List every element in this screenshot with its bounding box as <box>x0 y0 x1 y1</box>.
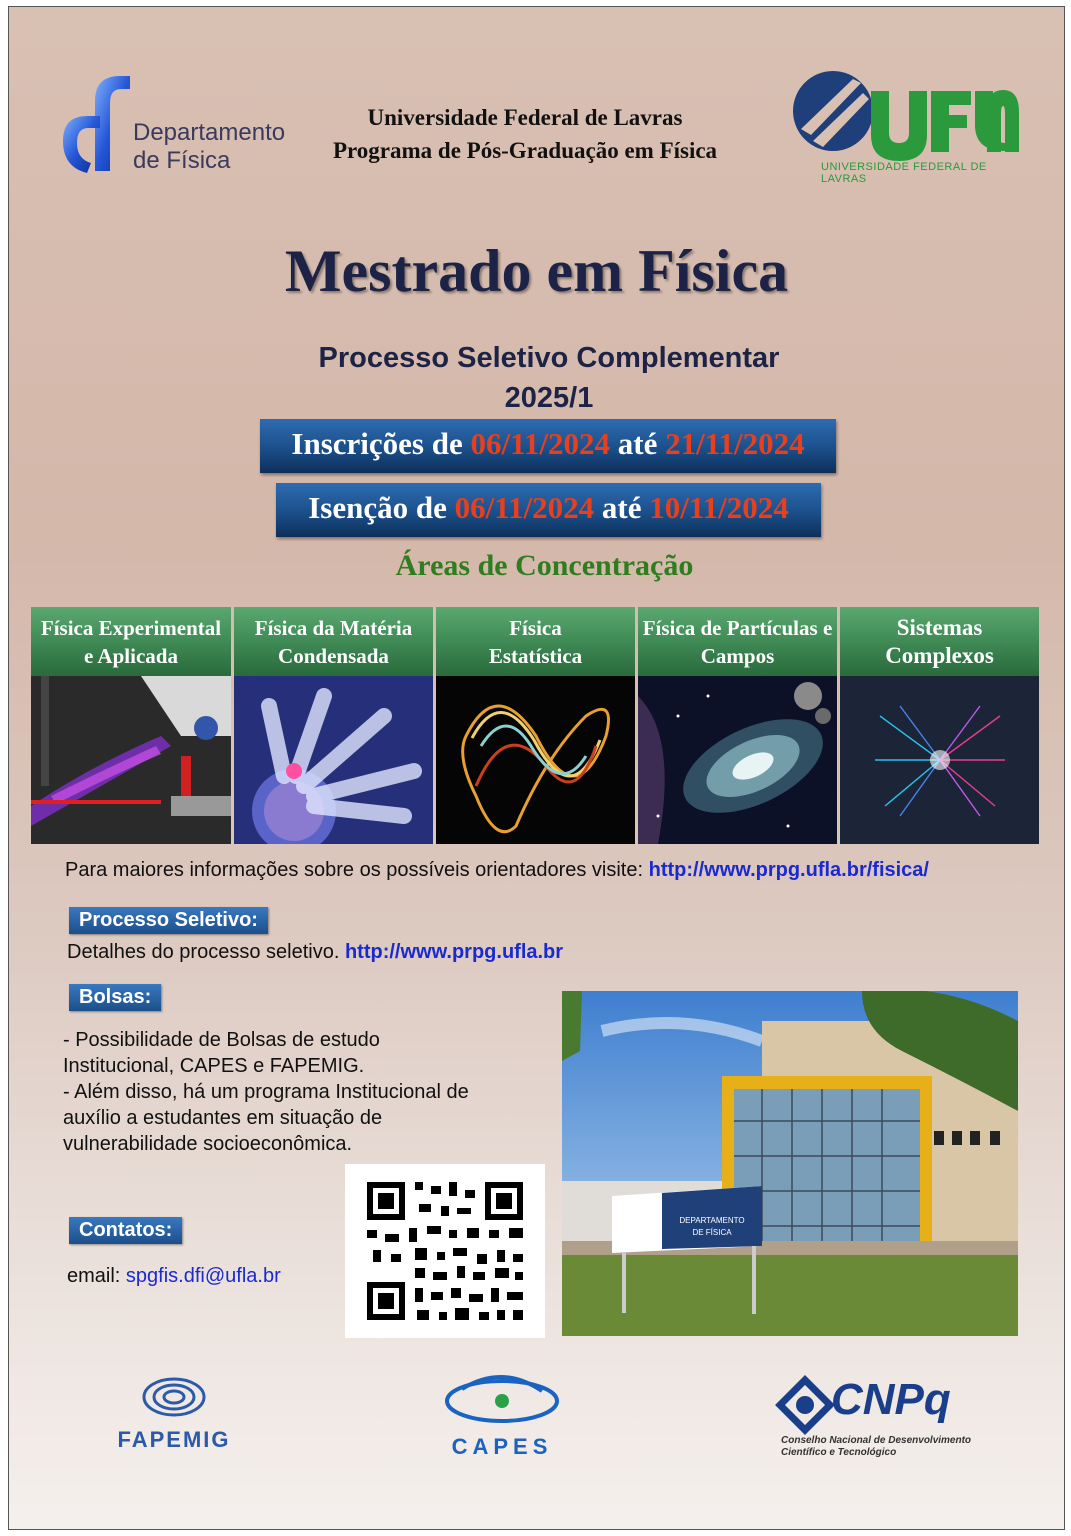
isencao-end: 10/11/2024 <box>649 490 789 525</box>
area-image-particulas <box>638 676 837 844</box>
cnpq-logo <box>775 1375 995 1465</box>
email-link[interactable]: spgfis.dfi@ufla.br <box>125 1265 281 1287</box>
fapemig-icon <box>139 1372 209 1422</box>
qr-code-icon <box>345 1164 545 1338</box>
isencao-prefix: Isenção de <box>308 490 447 525</box>
dept-fi-icon <box>55 71 135 176</box>
building-photo <box>562 991 1018 1336</box>
inscricoes-start: 06/11/2024 <box>470 426 610 461</box>
email-label: email: <box>67 1265 121 1287</box>
qr-code[interactable] <box>345 1164 545 1338</box>
fapemig-logo <box>109 1372 239 1452</box>
page-title: Mestrado em Física <box>284 238 789 304</box>
area-label: Física Experimental <box>40 615 222 640</box>
capes-icon <box>442 1369 562 1429</box>
dept-logo-line2: de Física <box>133 147 231 174</box>
processo-tag: Processo Seletivo: <box>69 907 268 934</box>
isencao-bar <box>276 483 821 537</box>
sign-line1: DEPARTAMENTO <box>679 1216 745 1225</box>
subtitle-line2: 2025/1 <box>504 382 594 414</box>
cnpq-caption <box>781 1435 971 1459</box>
inscricoes-mid: até <box>617 426 658 461</box>
ufla-logo-icon <box>791 69 1021 164</box>
capes-label: CAPES <box>451 1434 553 1459</box>
isencao-start: 06/11/2024 <box>454 490 595 525</box>
bolsas-text <box>63 1027 533 1157</box>
ufla-logo <box>791 69 1021 185</box>
processo-line <box>67 941 563 964</box>
cnpq-label: CNPq <box>831 1375 951 1424</box>
area-image-experimental <box>31 676 231 844</box>
isencao-mid: até <box>601 490 642 525</box>
area-label: Sistemas <box>896 614 983 640</box>
capes-logo <box>437 1369 567 1459</box>
area-header-materia-condensada <box>234 607 433 676</box>
area-label: Campos <box>700 643 775 668</box>
subtitle <box>9 338 1065 418</box>
bolsas-line: - Possibilidade de Bolsas de estudo <box>63 1029 380 1051</box>
inscricoes-end: 21/11/2024 <box>665 426 805 461</box>
inscricoes-bar <box>260 419 836 473</box>
area-label: e Aplicada <box>84 643 178 668</box>
cnpq-caption-line1: Conselho Nacional de Desenvolvimento <box>781 1435 972 1446</box>
info-text: Para maiores informações sobre os possíveis orientadores visite: <box>65 859 644 881</box>
area-image-sistemas-complexos <box>840 676 1039 844</box>
header-text <box>305 101 745 167</box>
area-header-experimental <box>31 607 231 676</box>
area-image-estatistica <box>436 676 635 844</box>
inscricoes-prefix: Inscrições de <box>291 426 463 461</box>
processo-link[interactable]: http://www.prpg.ufla.br <box>344 941 564 963</box>
area-label: Física da Matéria <box>254 615 413 640</box>
area-label: Condensada <box>278 643 389 668</box>
bolsas-line: auxílio a estudantes em situação de <box>63 1107 383 1129</box>
subtitle-line1: Processo Seletivo Complementar <box>318 342 780 374</box>
fapemig-label: FAPEMIG <box>117 1427 231 1452</box>
area-label: Estatística <box>488 643 583 668</box>
bolsas-line: Institucional, CAPES e FAPEMIG. <box>63 1055 365 1077</box>
processo-text: Detalhes do processo seletivo. <box>67 941 340 963</box>
area-image-materia-condensada <box>234 676 433 844</box>
dept-fisica-logo <box>55 71 285 181</box>
contatos-tag: Contatos: <box>69 1217 182 1244</box>
contatos-line <box>67 1265 281 1288</box>
area-header-particulas <box>638 607 837 676</box>
poster <box>8 6 1065 1530</box>
ufla-logo-caption: UNIVERSIDADE FEDERAL DE LAVRAS <box>821 161 987 185</box>
areas-grid <box>31 607 1039 845</box>
cnpq-icon <box>775 1375 835 1435</box>
area-label: Física de Partículas e <box>642 615 833 640</box>
orientadores-link[interactable]: http://www.prpg.ufla.br/fisica/ <box>648 859 929 881</box>
area-label: Complexos <box>885 642 994 668</box>
area-header-estatistica <box>436 607 635 676</box>
dept-logo-line1: Departamento <box>133 119 286 146</box>
cnpq-caption-line2: Científico e Tecnológico <box>781 1447 897 1458</box>
areas-title: Áreas de Concentração <box>395 549 694 582</box>
area-label: Física <box>509 615 562 640</box>
area-header-sistemas-complexos <box>840 607 1039 676</box>
bolsas-line: vulnerabilidade socioeconômica. <box>63 1133 353 1155</box>
bolsas-line: - Além disso, há um programa Institucional de <box>63 1081 469 1103</box>
university-name: Universidade Federal de Lavras <box>367 105 683 130</box>
info-line <box>65 859 1055 882</box>
sign-line2: DE FÍSICA <box>692 1228 732 1237</box>
program-name: Programa de Pós-Graduação em Física <box>332 138 718 163</box>
bolsas-tag: Bolsas: <box>69 984 161 1011</box>
